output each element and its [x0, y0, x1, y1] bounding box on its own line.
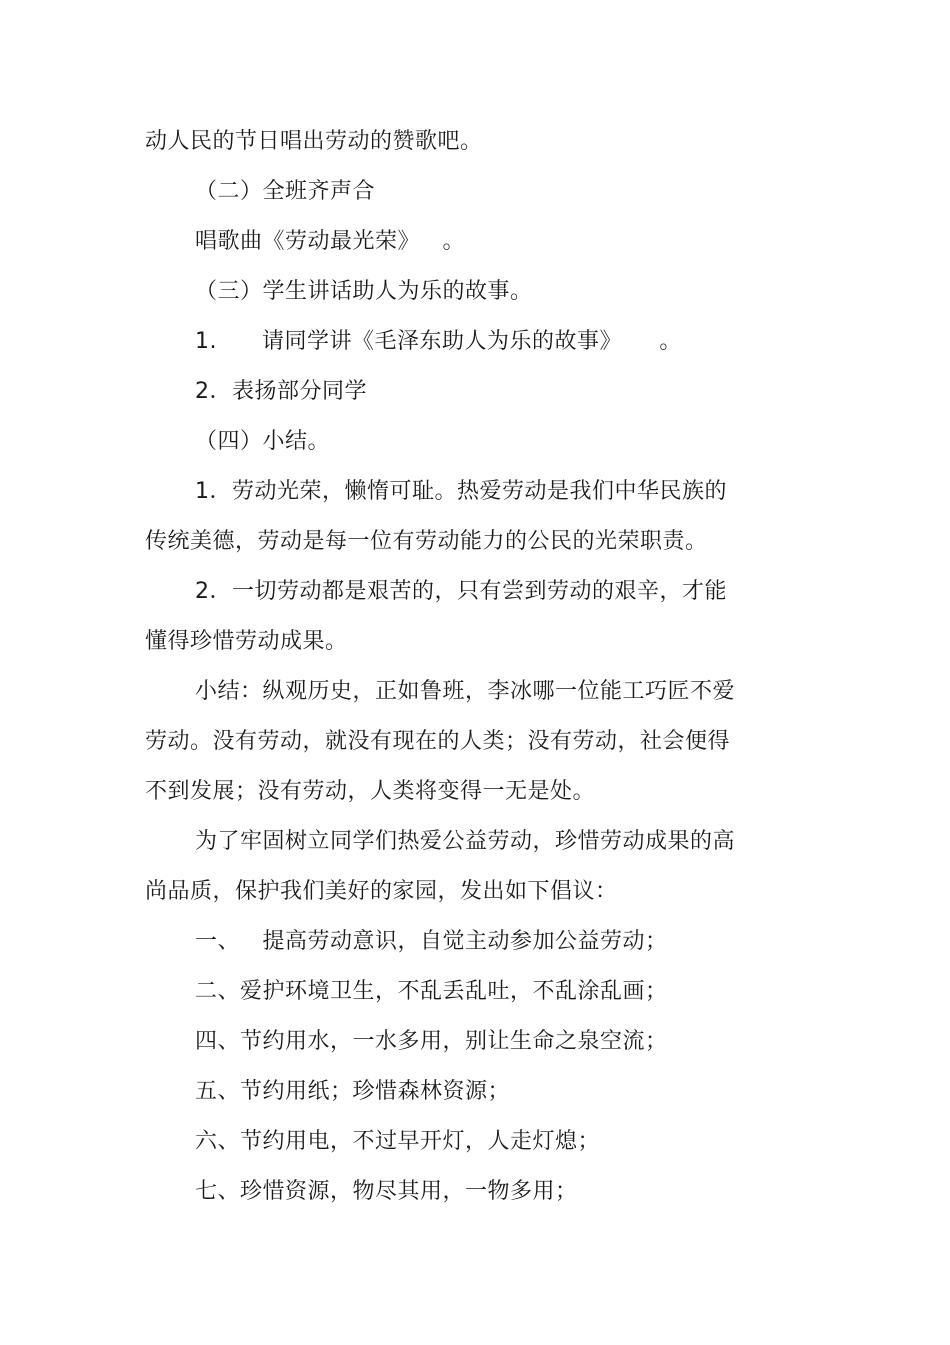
text-line: 不到发展；没有劳动，人类将变得一无是处。	[145, 779, 596, 804]
proposal-item: 六、节约用电，不过早开灯，人走灯熄；	[195, 1129, 601, 1154]
text-line: 唱歌曲《劳动最光荣》 。	[195, 229, 465, 254]
proposal-item: 七、珍惜资源，物尽其用，一物多用；	[195, 1179, 578, 1204]
list-item: 1．劳动光荣，懒惰可耻。热爱劳动是我们中华民族的	[195, 479, 727, 504]
section-heading: （四）小结。	[195, 429, 331, 454]
proposal-item: 五、节约用纸；珍惜森林资源；	[195, 1079, 511, 1104]
section-heading: （三）学生讲话助人为乐的故事。	[195, 279, 533, 304]
list-item: 2．表扬部分同学	[195, 379, 367, 404]
paragraph-line: 为了牢固树立同学们热爱公益劳动，珍惜劳动成果的高	[195, 829, 736, 854]
section-heading: （二）全班齐声合	[195, 179, 376, 204]
text-line: 劳动。没有劳动，就没有现在的人类；没有劳动，社会便得	[145, 729, 731, 754]
text-line: 尚品质，保护我们美好的家园，发出如下倡议：	[145, 879, 618, 904]
proposal-item: 四、节约用水，一水多用，别让生命之泉空流；	[195, 1029, 668, 1054]
text-line: 懂得珍惜劳动成果。	[145, 629, 348, 654]
list-item: 2．一切劳动都是艰苦的，只有尝到劳动的艰辛，才能	[195, 579, 727, 604]
text-line: 动人民的节日唱出劳动的赞歌吧。	[145, 129, 483, 154]
proposal-item: 二、爱护环境卫生，不乱丢乱吐，不乱涂乱画；	[195, 979, 668, 1004]
list-item: 1. 请同学讲《毛泽东助人为乐的故事》 。	[195, 329, 682, 354]
proposal-item: 一、 提高劳动意识，自觉主动参加公益劳动；	[195, 929, 668, 954]
text-line: 传统美德，劳动是每一位有劳动能力的公民的光荣职责。	[145, 529, 708, 554]
paragraph-line: 小结：纵观历史，正如鲁班，李冰哪一位能工巧匠不爱	[195, 679, 736, 704]
